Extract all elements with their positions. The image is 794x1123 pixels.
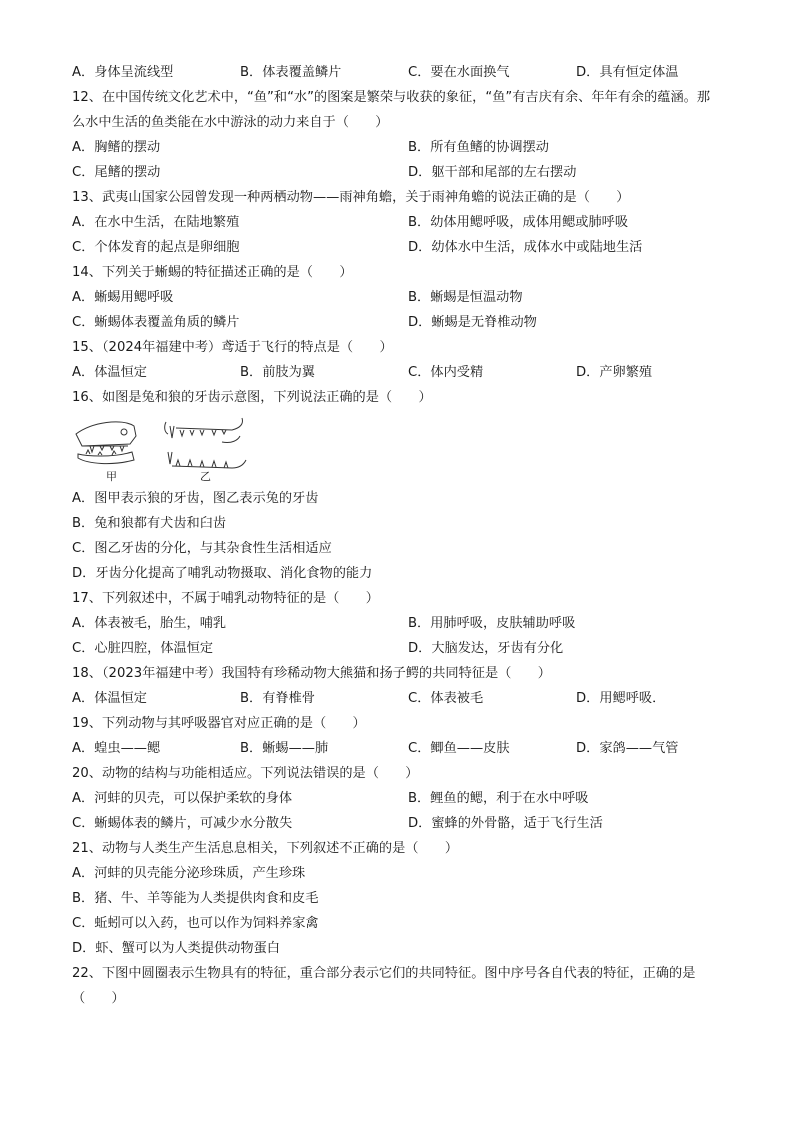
q15-option-b: B．前肢为翼	[240, 365, 315, 380]
q21-stem: 21、动物与人类生产生活息息相关，下列叙述不正确的是（ ）	[72, 841, 459, 856]
q18-options	[72, 686, 722, 711]
q16-teeth-figure	[72, 412, 722, 484]
q16-option-c: C．图乙牙齿的分化，与其杂食性生活相适应	[72, 541, 332, 556]
q15-options	[72, 360, 722, 385]
q19-option-b: B．蜥蜴——肺	[240, 741, 329, 756]
q20-option-c: C．蜥蜴体表的鳞片，可减少水分散失	[72, 816, 293, 831]
q14-option-a: A．蜥蜴用鳃呼吸	[72, 290, 174, 305]
q11-options	[72, 60, 722, 85]
q12-options-row2	[72, 160, 722, 185]
q20-options-row1	[72, 786, 722, 811]
q17-options-row1	[72, 611, 722, 636]
q17-options-row2	[72, 636, 722, 661]
skull-yi-drawing	[165, 418, 246, 468]
q16-option-a: A．图甲表示狼的牙齿，图乙表示兔的牙齿	[72, 491, 319, 506]
figure-label-yi: 乙	[200, 470, 211, 483]
q16-option-d: D．牙齿分化提高了哺乳动物摄取、消化食物的能力	[72, 566, 373, 581]
q20-options-row2	[72, 811, 722, 836]
q12-stem: 12、在中国传统文化艺术中，“鱼”和“水”的图案是繁荣与收获的象征，“鱼”有吉庆有余、年年有余的蕴涵。那么水中生活的鱼类能在水中游泳的动力来自于（ ）	[72, 90, 711, 130]
q14-stem: 14、下列关于蜥蜴的特征描述正确的是（ ）	[72, 265, 353, 280]
q21-option-a: A．河蚌的贝壳能分泌珍珠质，产生珍珠	[72, 866, 306, 881]
q18-option-d: D．用鳃呼吸．	[576, 691, 666, 706]
q15-option-d: D．产卵繁殖	[576, 365, 653, 380]
q12-option-d: D．躯干部和尾部的左右摆动	[408, 165, 577, 180]
q13-option-d: D．幼体水中生活，成体水中或陆地生活	[408, 240, 643, 255]
q19-option-c: C．鲫鱼——皮肤	[408, 741, 510, 756]
q11-option-d: D．具有恒定体温	[576, 65, 679, 80]
q21-option-d: D．虾、蟹可以为人类提供动物蛋白	[72, 941, 280, 956]
q12-option-c: C．尾鳍的摆动	[72, 165, 161, 180]
q17-option-c: C．心脏四腔，体温恒定	[72, 641, 214, 656]
q20-option-a: A．河蚌的贝壳，可以保护柔软的身体	[72, 791, 293, 806]
q14-options-row2	[72, 310, 722, 335]
q11-option-a: A．身体呈流线型	[72, 65, 174, 80]
q13-stem: 13、武夷山国家公园曾发现一种两栖动物——雨神角蟾，关于雨神角蟾的说法正确的是（ ）	[72, 190, 630, 205]
q13-option-a: A．在水中生活，在陆地繁殖	[72, 215, 240, 230]
q17-option-a: A．体表被毛，胎生，哺乳	[72, 616, 227, 631]
skull-jia-drawing	[76, 422, 136, 464]
q19-option-d: D．家鸽——气管	[576, 741, 679, 756]
q18-option-c: C．体表被毛	[408, 691, 484, 706]
q14-options-row1	[72, 285, 722, 310]
q21-option-c: C．蚯蚓可以入药，也可以作为饲料养家禽	[72, 916, 319, 931]
q20-stem: 20、动物的结构与功能相适应。下列说法错误的是（ ）	[72, 766, 419, 781]
exam-page	[72, 60, 722, 1011]
q15-stem: 15、（2024年福建中考）鸢适于飞行的特点是（ ）	[72, 340, 393, 355]
q16-stem: 16、如图是兔和狼的牙齿示意图，下列说法正确的是（ ）	[72, 390, 432, 405]
q17-option-b: B．用肺呼吸，皮肤辅助呼吸	[408, 616, 576, 631]
q11-option-c: C．要在水面换气	[408, 65, 510, 80]
q22-stem: 22、下图中圆圈表示生物具有的特征，重合部分表示它们的共同特征。图中序号各自代表的特征，正确的是（ ）	[72, 966, 696, 1006]
q12-option-b: B．所有鱼鳍的协调摆动	[408, 140, 549, 155]
q19-options	[72, 736, 722, 761]
figure-label-jia: 甲	[106, 470, 117, 483]
q18-stem: 18、（2023年福建中考）我国特有珍稀动物大熊猫和扬子鳄的共同特征是（ ）	[72, 666, 551, 681]
q20-option-b: B．鲤鱼的鳃，利于在水中呼吸	[408, 791, 589, 806]
q13-option-c: C．个体发育的起点是卵细胞	[72, 240, 240, 255]
q12-options-row1	[72, 135, 722, 160]
q11-option-b: B．体表覆盖鳞片	[240, 65, 342, 80]
q17-option-d: D．大脑发达，牙齿有分化	[408, 641, 564, 656]
q14-option-b: B．蜥蜴是恒温动物	[408, 290, 523, 305]
q17-stem: 17、下列叙述中，不属于哺乳动物特征的是（ ）	[72, 591, 379, 606]
q19-option-a: A．蝗虫——鳃	[72, 741, 161, 756]
q15-option-c: C．体内受精	[408, 365, 484, 380]
q18-option-b: B．有脊椎骨	[240, 691, 315, 706]
q13-options-row1	[72, 210, 722, 235]
q19-stem: 19、下列动物与其呼吸器官对应正确的是（ ）	[72, 716, 366, 731]
q14-option-c: C．蜥蜴体表覆盖角质的鳞片	[72, 315, 240, 330]
q20-option-d: D．蜜蜂的外骨骼，适于飞行生活	[408, 816, 603, 831]
q15-option-a: A．体温恒定	[72, 365, 147, 380]
q18-option-a: A．体温恒定	[72, 691, 147, 706]
q14-option-d: D．蜥蜴是无脊椎动物	[408, 315, 537, 330]
q13-option-b: B．幼体用鳃呼吸，成体用鳃或肺呼吸	[408, 215, 629, 230]
q21-option-b: B．猪、牛、羊等能为人类提供肉食和皮毛	[72, 891, 319, 906]
teeth-diagram	[72, 412, 252, 484]
q16-option-b: B．兔和狼都有犬齿和臼齿	[72, 516, 227, 531]
q12-option-a: A．胸鳍的摆动	[72, 140, 161, 155]
q13-options-row2	[72, 235, 722, 260]
